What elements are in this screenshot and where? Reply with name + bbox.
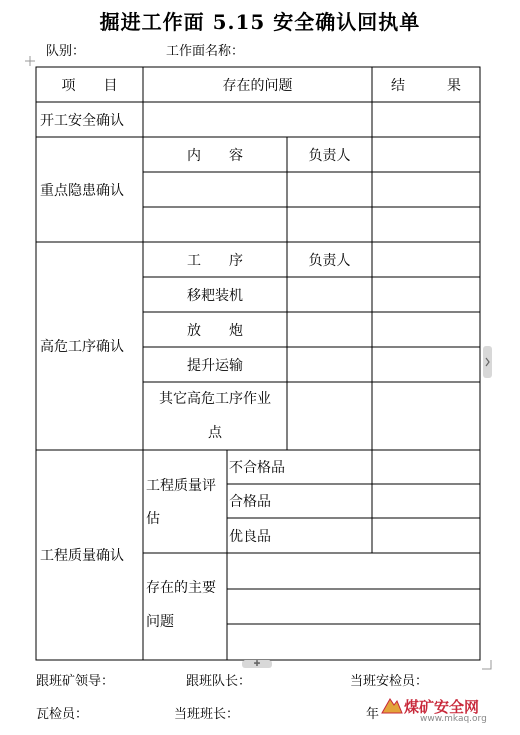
page-resize-handle-bottom[interactable] <box>242 660 272 668</box>
process-item: 提升运输 <box>187 357 243 374</box>
team-label: 队别： <box>46 44 86 59</box>
corner-resize-icon[interactable] <box>482 660 492 670</box>
process-header: 工 序 <box>187 252 243 269</box>
quality-eval-line2: 估 <box>146 511 160 527</box>
main-problems-line2: 问题 <box>146 614 174 630</box>
main-problems-line1: 存在的主要 <box>146 580 216 596</box>
other-process-line1: 其它高危工序作业 <box>159 391 271 407</box>
row-start-safety-confirm: 开工安全确认 <box>40 112 124 129</box>
mountain-logo-icon <box>381 694 403 714</box>
header-result: 结 果 <box>391 77 461 94</box>
safety-inspector-label: 当班安检员： <box>350 674 429 689</box>
year-label: 年 <box>366 707 380 722</box>
quality-grade: 不合格品 <box>229 460 285 476</box>
process-person-header: 负责人 <box>308 252 351 269</box>
plus-icon: ✚ <box>253 659 261 668</box>
other-process-line2: 点 <box>208 425 222 441</box>
hazard-content-header: 内 容 <box>187 147 243 164</box>
team-leader-label: 跟班队长： <box>186 674 252 689</box>
row-quality-confirm: 工程质量确认 <box>40 548 124 564</box>
header-item: 项 目 <box>61 77 118 94</box>
hazard-person-header: 负责人 <box>308 147 351 164</box>
quality-grade: 优良品 <box>229 528 271 545</box>
face-name-label: 工作面名称： <box>166 44 245 59</box>
gas-inspector-label: 瓦检员： <box>36 707 89 722</box>
watermark-url: www.mkaq.org <box>420 714 487 724</box>
quality-grade: 合格品 <box>229 494 271 510</box>
process-item: 放 炮 <box>187 322 243 339</box>
chevron-right-icon <box>483 346 492 378</box>
process-item: 移耙装机 <box>187 287 243 304</box>
mine-leader-label: 跟班矿领导： <box>36 674 115 689</box>
row-hazard-confirm: 重点隐患确认 <box>40 182 124 199</box>
row-high-risk-confirm: 高危工序确认 <box>40 339 124 355</box>
quality-eval-line1: 工程质量评 <box>146 478 216 494</box>
document-title: 掘进工作面 5.15 安全确认回执单 <box>99 10 421 34</box>
shift-leader-label: 当班班长： <box>174 707 240 722</box>
watermark-text: 煤矿安全网 <box>404 698 480 716</box>
header-problems: 存在的问题 <box>222 77 293 94</box>
page-resize-handle-right[interactable] <box>483 346 492 378</box>
